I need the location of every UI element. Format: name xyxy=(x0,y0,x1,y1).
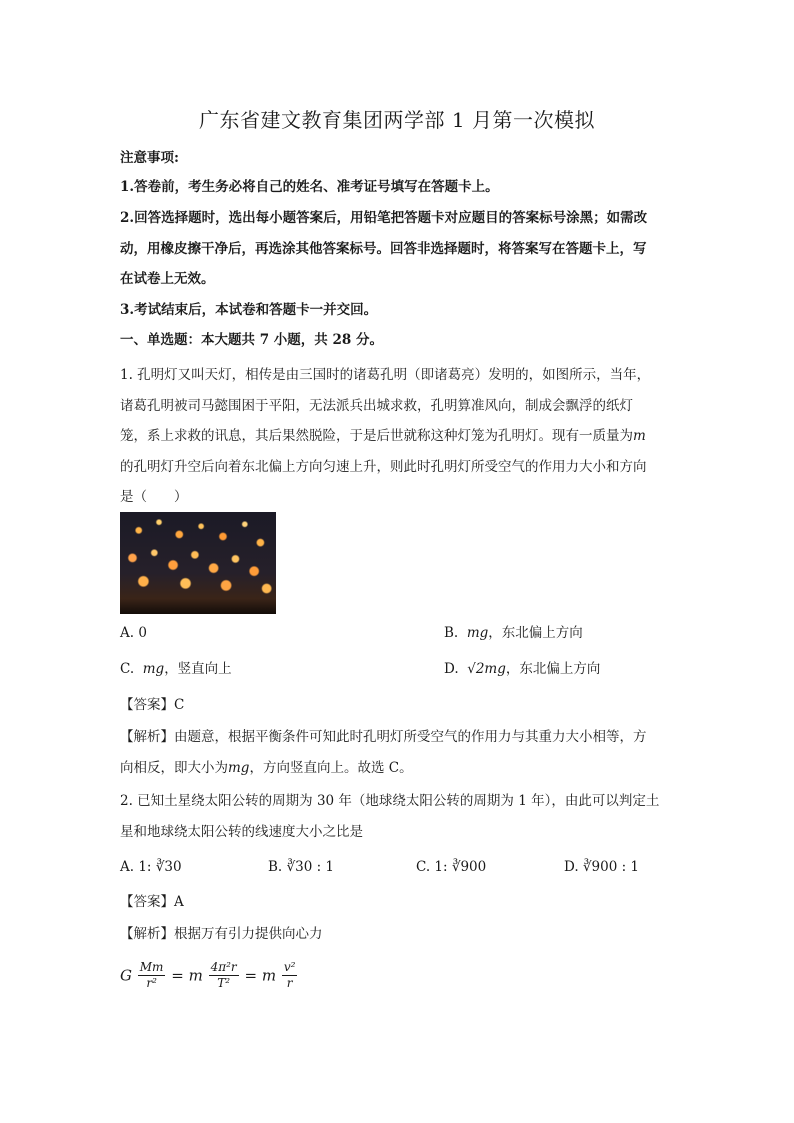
q1-line-5: 是（ ） xyxy=(120,489,188,505)
q1-answer: 【答案】C xyxy=(120,697,185,713)
q2-option-c: C. 1: ∛900 xyxy=(416,859,487,875)
q1-option-b: B. mg，东北偏上方向 xyxy=(444,625,583,641)
q2-option-d: D. ∛900 : 1 xyxy=(564,859,640,875)
section-heading: 一、单选题：本大题共 7 小题，共 28 分。 xyxy=(120,332,383,348)
notice-item-1: 1.答卷前，考生务必将自己的姓名、准考证号填写在答题卡上。 xyxy=(120,179,499,195)
sky-lanterns-photo xyxy=(120,512,276,614)
q1-analysis-2: 向相反，即大小为mg，方向竖直向上。故选 C。 xyxy=(120,760,413,776)
q1-option-d: D. √2mg，东北偏上方向 xyxy=(444,661,601,677)
gravitation-formula: G $\frac{Mm}{\text{r²}}$ = m $\frac{\text{4π²r}}{\text{T²}}$ = m $\frac{\text{v²}}{r}$ xyxy=(120,960,296,990)
q2-answer: 【答案】A xyxy=(120,894,184,910)
q1-line-4: 的孔明灯升空后向着东北偏上方向匀速上升，则此时孔明灯所受空气的作用力大小和方向 xyxy=(120,459,647,475)
q2-option-b: B. ∛30 : 1 xyxy=(268,859,335,875)
fraction-centripetal-velocity: $\frac{\text{v²}}{r}$ xyxy=(283,960,296,990)
q2-line-2: 星和地球绕太阳公转的线速度大小之比是 xyxy=(120,824,363,840)
notice-item-2-cont: 动，用橡皮擦干净后，再选涂其他答案标号。回答非选择题时，将答案写在答题卡上，写 xyxy=(120,241,647,257)
q2-option-a: A. 1: ∛30 xyxy=(120,859,182,875)
q1-line-1: 1. 孔明灯又叫天灯，相传是由三国时的诸葛孔明（即诸葛亮）发明的，如图所示，当年， xyxy=(120,367,651,383)
q1-line-3 xyxy=(120,426,646,446)
fraction-centripetal-period: $\frac{\text{4π²r}}{\text{T²}}$ xyxy=(210,960,237,990)
page-title: 广东省建文教育集团两学部 1 月第一次模拟 xyxy=(199,108,595,132)
fraction-gravity: $\frac{Mm}{\text{r²}}$ xyxy=(139,960,164,990)
notice-item-2: 2.回答选择题时，选出每小题答案后，用铅笔把答题卡对应题目的答案标号涂黑；如需改 xyxy=(120,210,648,226)
q1-line-2: 诸葛孔明被司马懿围困于平阳，无法派兵出城求救，孔明算准风向，制成会飘浮的纸灯 xyxy=(120,398,633,414)
q1-line-3-text: 笼，系上求救的讯息，其后果然脱险，于是后世就称这种灯笼为孔明灯。现有一质量为 xyxy=(120,428,633,444)
q2-analysis: 【解析】根据万有引力提供向心力 xyxy=(120,926,323,942)
mass-symbol: m xyxy=(633,428,646,444)
q1-analysis-1: 【解析】由题意，根据平衡条件可知此时孔明灯所受空气的作用力与其重力大小相等，方 xyxy=(120,729,647,745)
notice-item-2-end: 在试卷上无效。 xyxy=(120,271,215,287)
notice-heading: 注意事项: xyxy=(120,150,179,166)
q2-line-1: 2. 已知土星绕太阳公转的周期为 30 年（地球绕太阳公转的周期为 1 年），由此可以判定土 xyxy=(120,793,660,809)
notice-item-3: 3.考试结束后，本试卷和答题卡一并交回。 xyxy=(120,302,378,318)
q1-option-a: A. 0 xyxy=(120,625,147,641)
q1-option-c: C. mg，竖直向上 xyxy=(120,661,232,677)
